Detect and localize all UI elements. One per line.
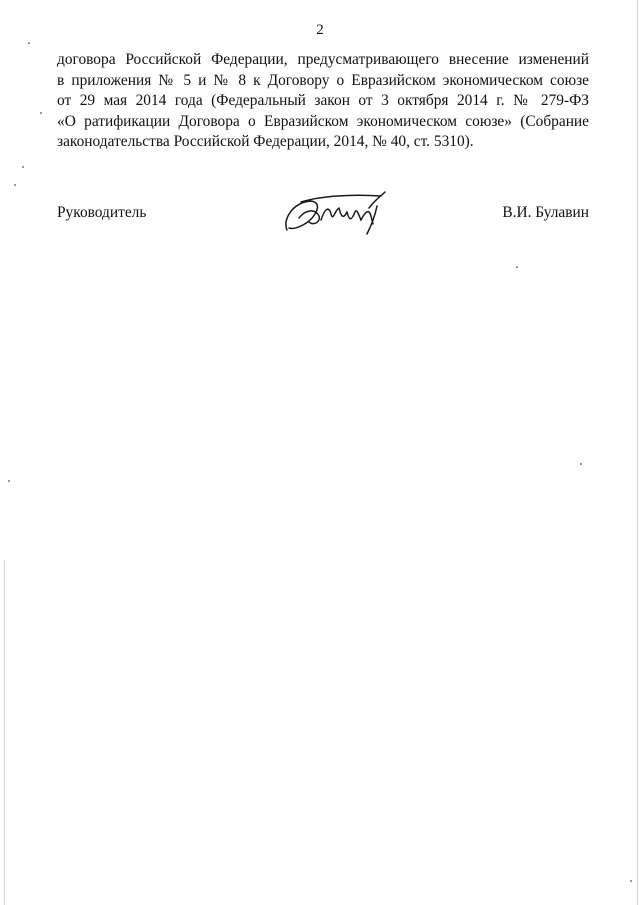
body-line: «О ратификации Договора о Евразийском экономическом союзе» (Собрание bbox=[57, 112, 589, 130]
body-line: законодательства Российской Федерации, 2014, № 40, ст. 5310). bbox=[57, 133, 474, 151]
scan-speck bbox=[580, 463, 582, 465]
page-number: 2 bbox=[316, 22, 324, 38]
signature-block bbox=[57, 190, 589, 250]
scan-speck bbox=[22, 166, 24, 168]
scan-speck bbox=[630, 880, 632, 882]
signatory-name: В.И. Булавин bbox=[502, 204, 589, 221]
scan-speck bbox=[14, 184, 16, 186]
signatory-role: Руководитель bbox=[57, 204, 147, 221]
scan-speck bbox=[516, 266, 518, 268]
body-paragraph bbox=[57, 50, 589, 153]
body-line: договора Российской Федерации, предусматривающего внесение изменений bbox=[57, 51, 589, 68]
scan-speck bbox=[40, 112, 42, 114]
body-line: в приложения № 5 и № 8 к Договору о Евразийском экономическом союзе bbox=[57, 71, 589, 89]
scan-speck bbox=[8, 480, 10, 482]
scan-edge-line bbox=[637, 0, 638, 905]
scan-speck bbox=[28, 42, 30, 44]
scan-edge-line bbox=[4, 560, 5, 905]
body-line: от 29 мая 2014 года (Федеральный закон от 3 октября 2014 г. № 279-ФЗ bbox=[57, 92, 589, 110]
handwritten-signature bbox=[281, 190, 387, 236]
